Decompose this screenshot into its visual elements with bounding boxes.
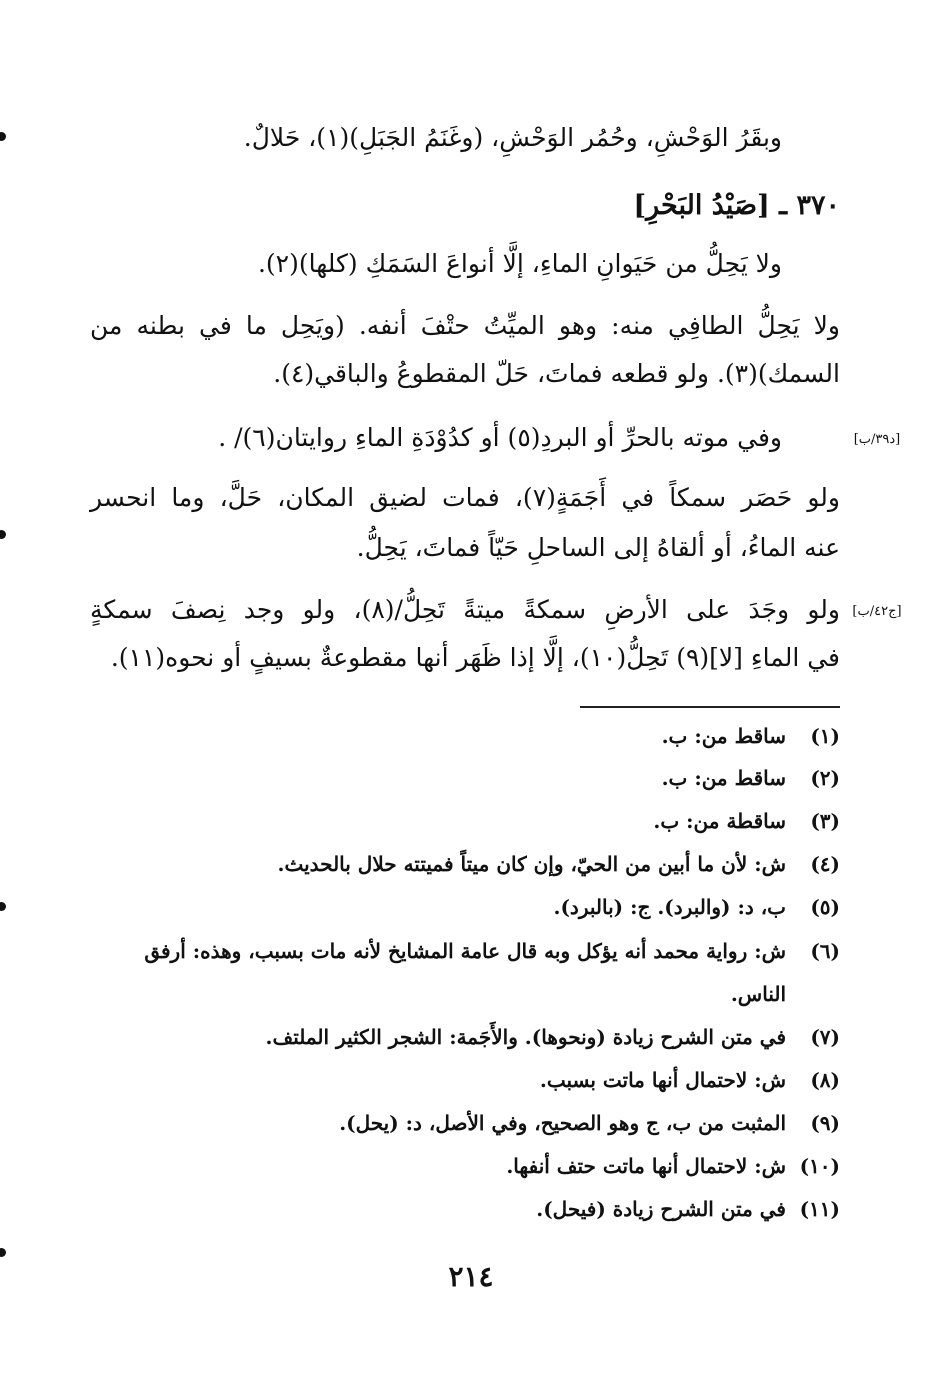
- margin-note-d39b: [د٣٩/ب]: [853, 432, 901, 447]
- footnote-number: (٣): [810, 809, 840, 833]
- footnote-number: (٧): [810, 1025, 840, 1049]
- footnote-7: [266, 1021, 840, 1053]
- footnote-text: في متن الشرح زيادة (ونحوها). والأَجَمة: الشجر الكثير الملتف.: [265, 1025, 786, 1049]
- footnote-number: (٩): [810, 1111, 840, 1135]
- footnote-10: [506, 1150, 840, 1182]
- footnote-number: (١): [810, 724, 840, 748]
- footnote-text: ب، د: (والبرد). ج: (بالبرد).: [553, 895, 786, 919]
- footnote-text: المثبت من ب، ج وهو الصحيح، وفي الأصل، د: (يحل).: [339, 1111, 786, 1135]
- footnote-2: [662, 762, 840, 794]
- footnote-1: [662, 720, 840, 752]
- footnote-3: [653, 805, 840, 837]
- footnote-number: (٥): [810, 895, 840, 919]
- footnote-8: [540, 1064, 840, 1096]
- scan-mark-dot: [0, 132, 6, 141]
- footnote-number: (٢): [810, 766, 840, 790]
- footnote-text: في متن الشرح زيادة (فيحل).: [536, 1197, 786, 1221]
- footnote-number: (٦): [810, 939, 840, 963]
- footnote-text: ش: لاحتمال أنها ماتت بسبب.: [539, 1068, 786, 1092]
- footnote-text: ساقط من: ب.: [661, 766, 786, 790]
- footnote-number: (٤): [810, 852, 840, 876]
- text-line-8: ولو وجَدَ على الأرضِ سمكةً ميتةً تَحِلُّ/(٨)، ولو وجد نِصفَ سمكةٍ: [90, 595, 840, 624]
- footnote-text: ساقطة من: ب.: [653, 809, 786, 833]
- footnote-9: [339, 1107, 840, 1139]
- scan-mark-dot: [0, 1248, 6, 1257]
- text-line-1: وبقَرُ الوَحْشِ، وحُمُر الوَحْشِ، (وغَنَمُ الجَبَلِ)(١)، حَلالٌ.: [243, 123, 782, 152]
- footnote-text: ش: لاحتمال أنها ماتت حتف أنفها.: [506, 1154, 786, 1178]
- footnote-4: [278, 848, 841, 880]
- page-number: ٢١٤: [448, 1260, 494, 1293]
- scan-mark-dot: [0, 530, 6, 539]
- text-line-7: عنه الماءُ، أو ألقاهُ إلى الساحلِ حَيّاً فماتَ، يَحِلُّ.: [356, 533, 840, 562]
- footnote-6: [144, 935, 840, 967]
- margin-note-j42b: [ج٤٢/ب]: [852, 604, 902, 619]
- text-line-9: في الماءِ [لا](٩) تَحِلُّ(١٠)، إلَّا إذا ظَهَر أنها مقطوعةٌ بسيفٍ أو نحوه(١١).: [110, 643, 840, 672]
- footnote-5: [553, 891, 840, 923]
- footnote-number: (١٠): [799, 1154, 840, 1178]
- footnote-text: ش: لأن ما أبين من الحيّ، وإن كان ميتاً فميتته حلال بالحديث.: [277, 852, 786, 876]
- footnote-text: ساقط من: ب.: [661, 724, 786, 748]
- text-line-3: ولا يَحِلُّ الطافِي منه: وهو الميِّتُ حتْفَ أنفه. (ويَحِل ما في بطنه من: [90, 311, 840, 340]
- footnote-number: (١١): [799, 1197, 840, 1221]
- footnote-11: [536, 1193, 840, 1225]
- text-line-6: ولو حَصَر سمكاً في أَجَمَةٍ(٧)، فمات لضيق المكان، حَلَّ، وما انحسر: [90, 483, 840, 512]
- footnote-text: ش: رواية محمد أنه يؤكل وبه قال عامة المشايخ لأنه مات بسبب، وهذه: أرفق: [144, 939, 786, 963]
- scan-mark-dot: [0, 902, 6, 911]
- text-line-4: السمك)(٣). ولو قطعه فماتَ، حَلّ المقطوعُ والباقي(٤).: [273, 359, 840, 388]
- section-heading: ٣٧٠ ـ [صَيْدُ البَحْرِ]: [633, 190, 840, 221]
- footnote-separator: [580, 706, 840, 708]
- text-line-5: وفي موته بالحرِّ أو البردِ(٥) أو كدُوْدَةِ الماءِ روايتان(٦)/ .: [218, 423, 782, 452]
- footnote-number: (٨): [810, 1068, 840, 1092]
- text-line-2: ولا يَحِلُّ من حَيَوانِ الماءِ، إلَّا أنواعَ السَمَكِ (كلها)(٢).: [257, 249, 782, 278]
- footnote-6-continuation: الناس.: [730, 982, 786, 1006]
